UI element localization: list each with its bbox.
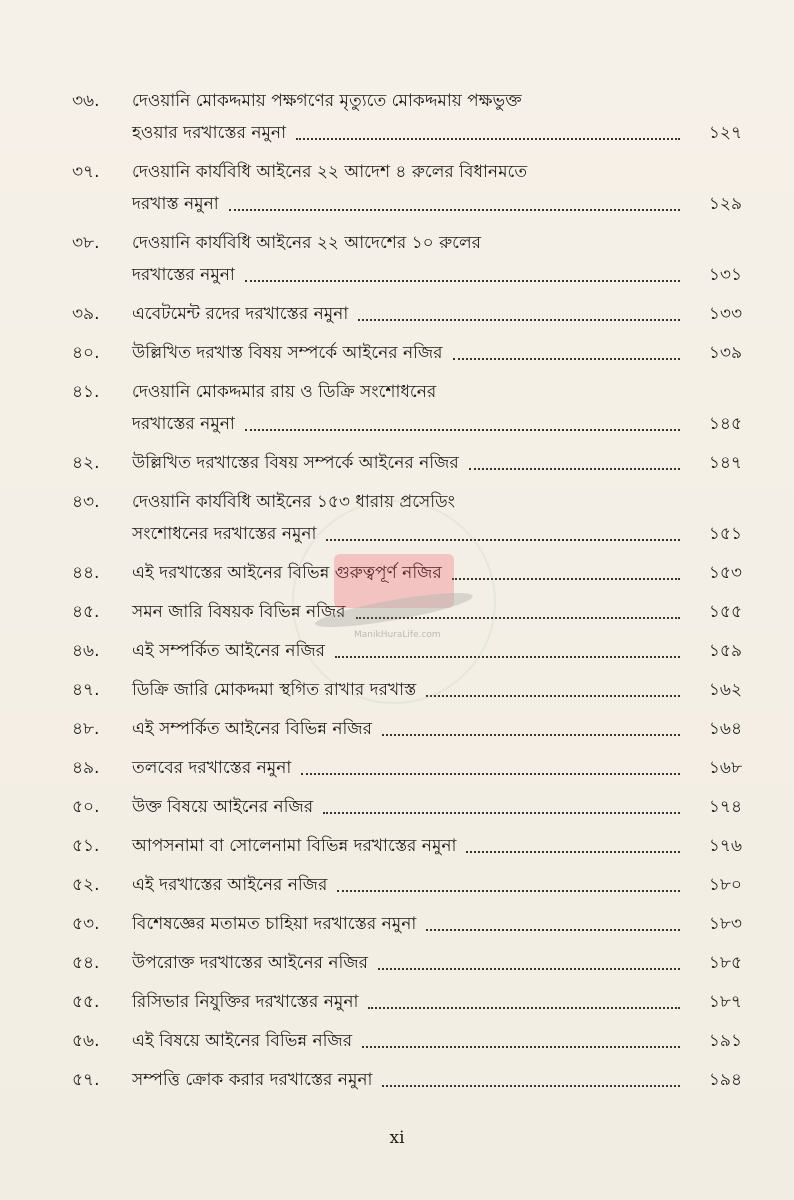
- toc-entry-title: এই সম্পর্কিত আইনের নজির: [132, 641, 325, 661]
- toc-page-number: ১৬২: [708, 680, 742, 700]
- toc-entry-line: [72, 791, 742, 823]
- toc-entry-title: সংশোধনের দরখাস্তের নমুনা: [132, 524, 317, 544]
- toc-entry-title: দরখাস্তের নমুনা: [132, 414, 235, 434]
- toc-page-number: ১৭৪: [708, 797, 742, 817]
- toc-page-number: ১৬৪: [708, 719, 742, 739]
- toc-entry-number: ৪৪.: [72, 563, 100, 583]
- toc-entry-line: [72, 635, 742, 667]
- toc-entry: [72, 791, 742, 823]
- toc-entry: [72, 298, 742, 330]
- toc-entry-title: হওয়ার দরখাস্তের নমুনা: [132, 123, 286, 143]
- toc-page-number: ১৩১: [708, 265, 742, 285]
- toc-entry-title: সম্পত্তি ক্রোক করার দরখাস্তের নমুনা: [132, 1070, 373, 1090]
- toc-entry-number: ৫৬.: [72, 1031, 100, 1051]
- toc-leader-dots: [382, 1085, 680, 1087]
- toc-entry-number: ৩৬.: [72, 91, 100, 111]
- toc-leader-dots: [296, 138, 680, 140]
- toc-entry-title: দেওয়ানি কার্যবিধি আইনের ২২ আদেশ ৪ রুলের বিধানমতে: [132, 162, 528, 182]
- toc-entry-title: এই সম্পর্কিত আইনের বিভিন্ন নজির: [132, 719, 372, 739]
- toc-entry-number: ৩৯.: [72, 304, 100, 324]
- toc-entry-title: দরখাস্তের নমুনা: [132, 265, 235, 285]
- toc-entry-title: তলবের দরখাস্তের নমুনা: [132, 758, 292, 778]
- toc-entry: [72, 1025, 742, 1057]
- toc-entry-title: বিশেষজ্ঞের মতামত চাহিয়া দরখাস্তের নমুনা: [132, 914, 417, 934]
- toc-entry: [72, 869, 742, 901]
- toc-entry: [72, 986, 742, 1018]
- toc-entry-line: [72, 117, 742, 149]
- toc-entry: [72, 486, 742, 550]
- toc-entry-line: [72, 986, 742, 1018]
- watermark-text: ManikHuraLife.com: [354, 630, 441, 640]
- toc-entry: [72, 635, 742, 667]
- toc-entry-number: ৪২.: [72, 453, 100, 473]
- toc-entry-number: ৪৩.: [72, 492, 100, 512]
- toc-entry-line: [72, 908, 742, 940]
- toc-leader-dots: [337, 890, 680, 892]
- toc-leader-dots: [452, 578, 680, 580]
- toc-entry-line: [72, 298, 742, 330]
- page-footer-number: xi: [389, 1128, 405, 1148]
- toc-entry-number: ৩৭.: [72, 162, 100, 182]
- toc-entry: [72, 337, 742, 369]
- toc-leader-dots: [245, 280, 680, 282]
- toc-leader-dots: [453, 358, 680, 360]
- toc-entry-number: ৪০.: [72, 343, 100, 363]
- toc-entry: [72, 85, 742, 149]
- toc-page-number: ১৮৭: [708, 992, 742, 1012]
- toc-entry-title: দরখাস্ত নমুনা: [132, 194, 219, 214]
- toc-entry-title: সমন জারি বিষয়ক বিভিন্ন নজির: [132, 602, 346, 622]
- toc-entry: [72, 752, 742, 784]
- toc-entry-title: এই দরখাস্তের আইনের নজির: [132, 875, 328, 895]
- toc-page-number: ১৫৫: [708, 602, 742, 622]
- toc-entry-number: ৪৯.: [72, 758, 100, 778]
- toc-entry-line: [72, 337, 742, 369]
- toc-page-number: ১৮০: [708, 875, 742, 895]
- toc-entry-title: উক্ত বিষয়ে আইনের নজির: [132, 797, 314, 817]
- toc-leader-dots: [466, 851, 680, 853]
- toc-entry-title: এই দরখাস্তের আইনের বিভিন্ন গুরুত্বপূর্ণ নজির: [132, 563, 442, 583]
- toc-entry-line: [72, 188, 742, 220]
- toc-page-number: ১৯৪: [708, 1070, 742, 1090]
- toc-entry-title: এবেটমেন্ট রদের দরখাস্তের নমুনা: [132, 304, 349, 324]
- toc-entry: [72, 674, 742, 706]
- toc-leader-dots: [469, 468, 680, 470]
- toc-entry-number: ৫০.: [72, 797, 100, 817]
- toc-entry-line: [72, 156, 742, 188]
- toc-page-number: ১৩৯: [708, 343, 742, 363]
- toc-entry-line: [72, 486, 742, 518]
- toc-entry-line: [72, 259, 742, 291]
- toc-entry: [72, 908, 742, 940]
- toc-entry: [72, 1064, 742, 1096]
- toc-entry-number: ৫১.: [72, 836, 100, 856]
- toc-entry-title: ডিক্রি জারি মোকদ্দমা স্থগিত রাখার দরখাস্ত: [132, 680, 417, 700]
- toc-leader-dots: [382, 734, 680, 736]
- toc-entry-line: [72, 830, 742, 862]
- toc-page-number: ১২৭: [708, 123, 742, 143]
- toc-entry: [72, 947, 742, 979]
- toc-entry-line: [72, 376, 742, 408]
- toc-entry-line: [72, 713, 742, 745]
- toc-leader-dots: [358, 319, 680, 321]
- toc-entry-line: [72, 947, 742, 979]
- toc-leader-dots: [426, 929, 680, 931]
- toc-entry-number: ৩৮.: [72, 233, 100, 253]
- toc-leader-dots: [323, 812, 680, 814]
- toc-entry-number: ৪৫.: [72, 602, 100, 622]
- toc-entry-line: [72, 596, 742, 628]
- toc-leader-dots: [245, 429, 680, 431]
- toc-leader-dots: [356, 617, 680, 619]
- toc-entry-number: ৪১.: [72, 382, 100, 402]
- toc-entry-number: ৪৬.: [72, 641, 100, 661]
- toc-entry-title: দেওয়ানি মোকদ্দমায় পক্ষগণের মৃত্যুতে মোকদ্দমায় পক্ষভুক্ত: [132, 91, 522, 111]
- toc-page-number: ১৩৩: [708, 304, 742, 324]
- toc-entry-number: ৫৫.: [72, 992, 100, 1012]
- toc-entry: [72, 156, 742, 220]
- toc-page-number: ১৪৫: [708, 414, 742, 434]
- toc-entry-line: [72, 752, 742, 784]
- toc-entry-number: ৫৩.: [72, 914, 100, 934]
- toc-entry-title: উল্লিখিত দরখাস্ত বিষয় সম্পর্কে আইনের নজির: [132, 343, 443, 363]
- toc-entry: [72, 830, 742, 862]
- toc-entry-line: [72, 85, 742, 117]
- toc-page-number: ১৭৬: [708, 836, 742, 856]
- toc-entry: [72, 596, 742, 628]
- toc-entry-line: [72, 557, 742, 589]
- toc-entry-number: ৫২.: [72, 875, 100, 895]
- toc-leader-dots: [229, 209, 680, 211]
- toc-page-number: ১২৯: [708, 194, 742, 214]
- toc-entry-title: দেওয়ানি কার্যবিধি আইনের ২২ আদেশের ১০ রুলের: [132, 233, 481, 253]
- toc-entry-title: দেওয়ানি মোকদ্দমার রায় ও ডিক্রি সংশোধনের: [132, 382, 437, 402]
- toc-entry-line: [72, 408, 742, 440]
- toc-entry-line: [72, 1025, 742, 1057]
- toc-entry-title: উপরোক্ত দরখাস্তের আইনের নজির: [132, 953, 368, 973]
- toc-page-number: ১৮৫: [708, 953, 742, 973]
- toc-leader-dots: [378, 968, 680, 970]
- toc-page-number: ১৫১: [708, 524, 742, 544]
- toc-entry-number: ৪৭.: [72, 680, 100, 700]
- toc-page-number: ১৮৩: [708, 914, 742, 934]
- toc-entry: [72, 447, 742, 479]
- toc-entry-line: [72, 869, 742, 901]
- toc-entry-line: [72, 227, 742, 259]
- toc-leader-dots: [362, 1046, 680, 1048]
- toc-leader-dots: [368, 1007, 680, 1009]
- toc-leader-dots: [335, 656, 680, 658]
- toc-entry-line: [72, 518, 742, 550]
- toc-entry-title: রিসিভার নিযুক্তির দরখাস্তের নমুনা: [132, 992, 359, 1012]
- toc-entry-line: [72, 674, 742, 706]
- toc-entry-number: ৪৮.: [72, 719, 100, 739]
- toc-page-number: ১৯১: [708, 1031, 742, 1051]
- toc-page-number: ১৫৩: [708, 563, 742, 583]
- toc-entry-number: ৫৪.: [72, 953, 100, 973]
- toc-entry-line: [72, 447, 742, 479]
- toc-leader-dots: [426, 695, 680, 697]
- toc-leader-dots: [301, 773, 680, 775]
- toc-entry-number: ৫৭.: [72, 1070, 100, 1090]
- toc-entry-title: এই বিষয়ে আইনের বিভিন্ন নজির: [132, 1031, 353, 1051]
- toc-entry: [72, 557, 742, 589]
- toc-entry-title: আপসনামা বা সোলেনামা বিভিন্ন দরখাস্তের নমুনা: [132, 836, 457, 856]
- toc-leader-dots: [326, 539, 680, 541]
- toc-entry: [72, 227, 742, 291]
- toc-entry: [72, 376, 742, 440]
- toc-entry-title: দেওয়ানি কার্যবিধি আইনের ১৫৩ ধারায় প্রসেডিং: [132, 492, 455, 512]
- toc-page-number: ১৬৮: [708, 758, 742, 778]
- toc-entry-line: [72, 1064, 742, 1096]
- toc-entry: [72, 713, 742, 745]
- toc-entry-title: উল্লিখিত দরখাস্তের বিষয় সম্পর্কে আইনের নজির: [132, 453, 459, 473]
- table-of-contents: [72, 85, 742, 1096]
- toc-page-number: ১৫৯: [708, 641, 742, 661]
- toc-page-number: ১৪৭: [708, 453, 742, 473]
